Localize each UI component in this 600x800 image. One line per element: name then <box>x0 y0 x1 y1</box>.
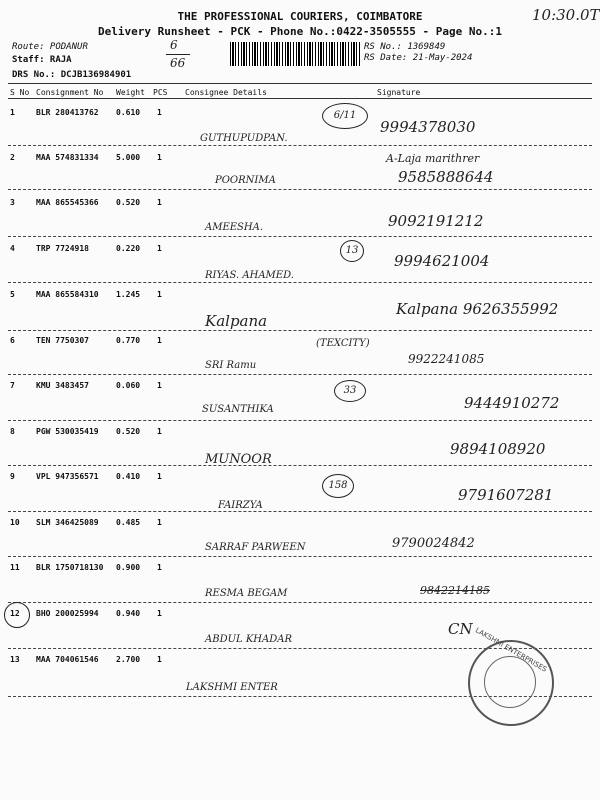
row-pcs: 1 <box>157 472 162 481</box>
row-pcs: 1 <box>157 381 162 390</box>
row-sno: 13 <box>10 655 20 664</box>
row-signature: 9842214185 <box>420 584 490 597</box>
row-sno: 2 <box>10 153 15 162</box>
row-weight: 0.060 <box>116 381 141 390</box>
row-divider <box>8 145 592 146</box>
row-signature: Kalpana 9626355992 <box>396 300 559 318</box>
row-sno: 5 <box>10 290 15 299</box>
row-note: 13 <box>340 240 364 262</box>
runsheet-subtitle: Delivery Runsheet - PCK - Phone No.:0422-3505555 - Page No.:1 <box>98 25 502 38</box>
row-consignee: Kalpana <box>205 312 268 330</box>
row-pcs: 1 <box>157 655 162 664</box>
row-sno: 8 <box>10 427 15 436</box>
col-consignee: Consignee Details <box>185 88 267 97</box>
row-note: (TEXCITY) <box>316 338 370 349</box>
row-weight: 0.900 <box>116 563 141 572</box>
header-rule-bottom <box>8 98 592 99</box>
row-sno: 6 <box>10 336 15 345</box>
row-pcs: 1 <box>157 427 162 436</box>
row-signature: CN <box>448 620 473 638</box>
row-divider <box>8 236 592 237</box>
row-pcs: 1 <box>157 563 162 572</box>
row-consignee: MUNOOR <box>205 452 272 467</box>
row-consignment: BHO 200025994 <box>36 609 99 618</box>
row-weight: 0.410 <box>116 472 141 481</box>
row-signature: 9790024842 <box>392 536 475 551</box>
fraction-line <box>166 54 190 55</box>
row-consignee: POORNIMA <box>215 175 276 186</box>
row-consignment: VPL 947356571 <box>36 472 99 481</box>
row-consignment: SLM 346425089 <box>36 518 99 527</box>
row-consignment: MAA 704061546 <box>36 655 99 664</box>
drs-number: DRS No.: DCJB136984901 <box>12 70 132 80</box>
row-note: 158 <box>322 474 354 498</box>
row-weight: 5.000 <box>116 153 141 162</box>
row-sno: 4 <box>10 244 15 253</box>
row-sno: 7 <box>10 381 15 390</box>
route-label: Route: PODANUR <box>12 42 88 52</box>
row-signature: 9444910272 <box>464 394 560 412</box>
row-signature: 9092191212 <box>388 212 484 230</box>
row-sno: 9 <box>10 472 15 481</box>
row-consignee: ABDUL KHADAR <box>205 634 293 645</box>
row-weight: 1.245 <box>116 290 141 299</box>
row-weight: 2.700 <box>116 655 141 664</box>
row-signature: 9994621004 <box>394 252 490 270</box>
row-consignment: TRP 7724918 <box>36 244 89 253</box>
row-divider <box>8 556 592 557</box>
row-note: 6/11 <box>322 103 368 129</box>
row-consignee: SUSANTHIKA <box>202 404 274 415</box>
row-weight: 0.940 <box>116 609 141 618</box>
row-weight: 0.610 <box>116 108 141 117</box>
row-signature: 9922241085 <box>408 352 485 366</box>
row-note: 33 <box>334 380 366 402</box>
row-pcs: 1 <box>157 518 162 527</box>
rs-date: RS Date: 21-May-2024 <box>364 53 473 63</box>
row-pcs: 1 <box>157 198 162 207</box>
rs-number: RS No.: 1369849 <box>364 42 446 52</box>
row-sno: 11 <box>10 563 20 572</box>
company-stamp <box>468 626 554 726</box>
count-bottom: 66 <box>170 56 186 70</box>
row-consignee: AMEESHA. <box>205 222 264 233</box>
row-signature: 9894108920 <box>450 440 546 458</box>
row-pcs: 1 <box>157 290 162 299</box>
row-sno: 3 <box>10 198 15 207</box>
row-consignee: RIYAS. AHAMED. <box>205 270 294 281</box>
row-consignment: MAA 574831334 <box>36 153 99 162</box>
row-pcs: 1 <box>157 153 162 162</box>
stamp-text: LAKSHMI ENTERPRISES <box>473 626 549 674</box>
row-signature: 9994378030 <box>380 118 476 136</box>
row-divider <box>8 189 592 190</box>
barcode <box>230 42 360 66</box>
row-divider <box>8 420 592 421</box>
row-weight: 0.770 <box>116 336 141 345</box>
count-top: 6 <box>170 38 178 52</box>
row-divider <box>8 330 592 331</box>
row-consignment: BLR 1750718130 <box>36 563 104 572</box>
row-consignee: RESMA BEGAM <box>205 588 288 599</box>
row-consignment: MAA 865545366 <box>36 198 99 207</box>
row-signature-name: A-Laja marithrer <box>386 152 480 165</box>
row-divider <box>8 374 592 375</box>
row-consignment: KMU 3483457 <box>36 381 89 390</box>
row-pcs: 1 <box>157 336 162 345</box>
row-signature: 9791607281 <box>458 486 554 504</box>
staff-label: Staff: RAJA <box>12 55 72 65</box>
header-rule-top <box>8 83 592 84</box>
col-consignment: Consignment No <box>36 88 104 97</box>
row-sno: 10 <box>10 518 20 527</box>
row-consignment: TEN 7750307 <box>36 336 89 345</box>
row-signature: 9585888644 <box>398 168 494 186</box>
row-consignee: SARRAF PARWEEN <box>205 542 306 553</box>
col-signature: Signature <box>377 88 421 97</box>
row-pcs: 1 <box>157 108 162 117</box>
row-weight: 0.520 <box>116 427 141 436</box>
row-consignment: PGW 530035419 <box>36 427 99 436</box>
row-divider <box>8 465 592 466</box>
row-weight: 0.520 <box>116 198 141 207</box>
row-consignment: MAA 865584310 <box>36 290 99 299</box>
row-divider <box>8 282 592 283</box>
row-consignee: FAIRZYA <box>218 500 263 511</box>
col-weight: Weight <box>116 88 145 97</box>
col-pcs: PCS <box>153 88 168 97</box>
row-consignee: LAKSHMI ENTER <box>186 682 278 693</box>
row-pcs: 1 <box>157 609 162 618</box>
row-consignee: SRI Ramu <box>205 360 257 371</box>
row-consignee: GUTHUPUDPAN. <box>200 133 288 144</box>
row-consignment: BLR 280413762 <box>36 108 99 117</box>
row-sno: 1 <box>10 108 15 117</box>
row-pcs: 1 <box>157 244 162 253</box>
row-divider <box>8 511 592 512</box>
handwritten-time-note: 10:30.0T <box>532 6 600 24</box>
company-title: THE PROFESSIONAL COURIERS, COIMBATORE <box>177 10 423 23</box>
col-sno: S No <box>10 88 30 97</box>
row-weight: 0.220 <box>116 244 141 253</box>
row-weight: 0.485 <box>116 518 141 527</box>
row-sno: 12 <box>10 609 20 618</box>
row-divider <box>8 602 592 603</box>
